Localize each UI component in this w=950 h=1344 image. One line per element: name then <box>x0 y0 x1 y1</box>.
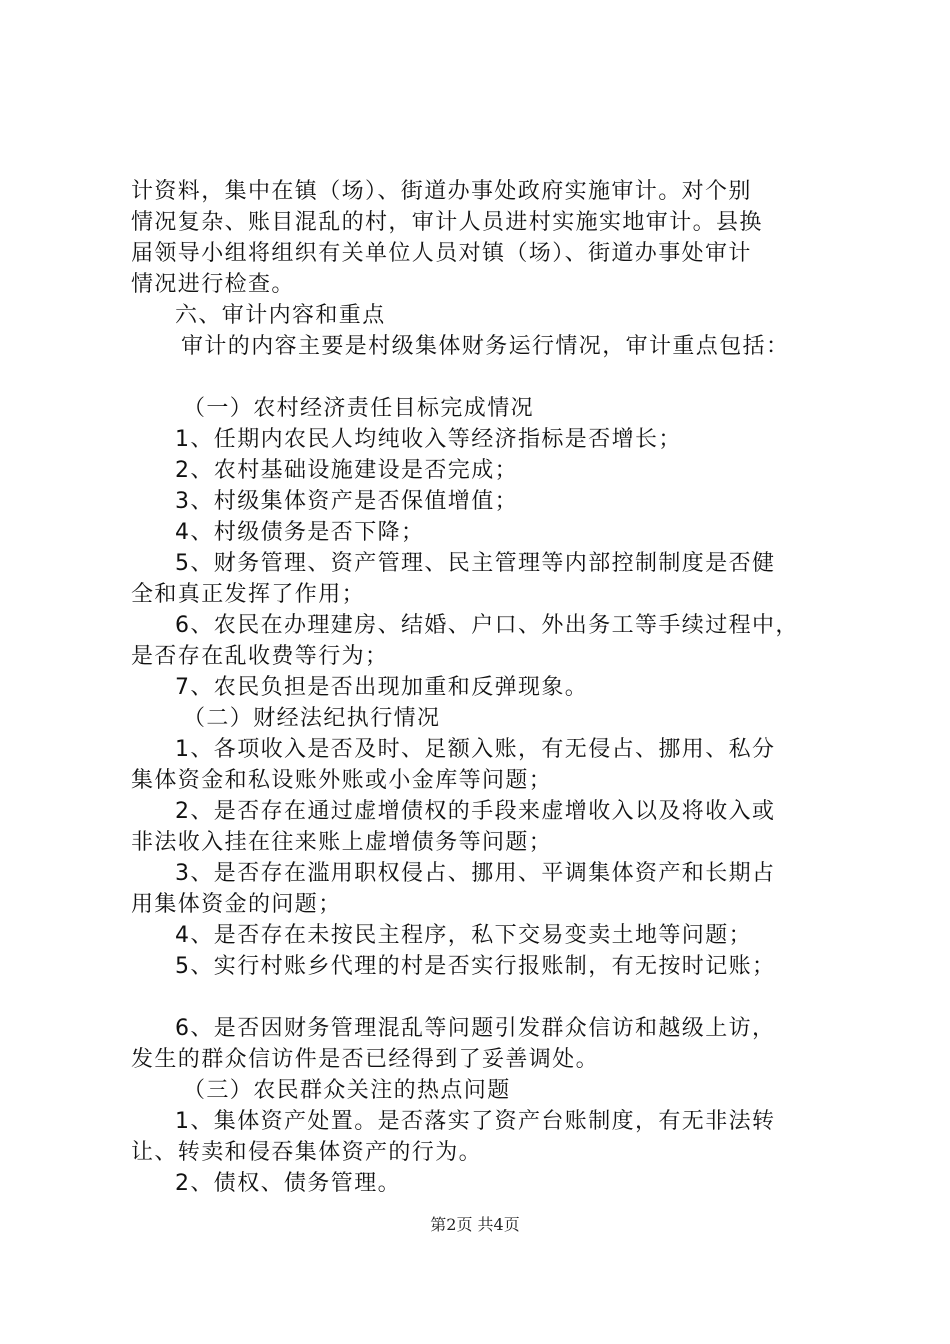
list-item: 5、实行村账乡代理的村是否实行报账制，有无按时记账； <box>175 954 776 979</box>
list-item: 6、农民在办理建房、结婚、户口、外出务工等手续过程中， <box>175 613 799 638</box>
blank-line <box>131 982 831 1013</box>
subsection-heading: （二）财经法纪执行情况 <box>183 706 441 731</box>
list-item: 4、村级债务是否下降； <box>175 520 425 545</box>
paragraph-line: 审计的内容主要是村级集体财务运行情况，审计重点包括： <box>181 334 790 359</box>
paragraph-line: 情况进行检查。 <box>131 272 295 297</box>
list-item: 7、农民负担是否出现加重和反弹现象。 <box>175 675 589 700</box>
list-item-continuation: 是否存在乱收费等行为； <box>131 644 389 669</box>
list-item-continuation: 集体资金和私设账外账或小金库等问题； <box>131 768 553 793</box>
list-item-continuation: 用集体资金的问题； <box>131 892 342 917</box>
paragraph-line: 情况复杂、账目混乱的村，审计人员进村实施实地审计。县换 <box>131 210 763 235</box>
list-item: 2、是否存在通过虚增债权的手段来虚增收入以及将收入或 <box>175 799 776 824</box>
list-item-continuation: 发生的群众信访件是否已经得到了妥善调处。 <box>131 1047 600 1072</box>
list-item: 2、农村基础设施建设是否完成； <box>175 458 518 483</box>
list-item: 1、各项收入是否及时、足额入账，有无侵占、挪用、私分 <box>175 737 776 762</box>
blank-line <box>131 362 831 393</box>
subsection-heading: （三）农民群众关注的热点问题 <box>183 1078 511 1103</box>
list-item-continuation: 让、转卖和侵吞集体资产的行为。 <box>131 1140 483 1165</box>
list-item: 3、村级集体资产是否保值增值； <box>175 489 518 514</box>
list-item: 6、是否因财务管理混乱等问题引发群众信访和越级上访， <box>175 1016 776 1041</box>
paragraph-line: 计资料，集中在镇（场）、街道办事处政府实施审计。对个别 <box>131 179 752 204</box>
list-item-continuation: 非法收入挂在往来账上虚增债务等问题； <box>131 830 553 855</box>
page-footer: 第2页 共4页 <box>430 1215 520 1234</box>
list-item-continuation: 全和真正发挥了作用； <box>131 582 366 607</box>
list-item: 1、集体资产处置。是否落实了资产台账制度，有无非法转 <box>175 1109 776 1134</box>
subsection-heading: （一）农村经济责任目标完成情况 <box>183 396 535 421</box>
list-item: 3、是否存在滥用职权侵占、挪用、平调集体资产和长期占 <box>175 861 776 886</box>
document-body <box>131 176 831 1199</box>
section-heading: 六、审计内容和重点 <box>175 303 386 328</box>
list-item: 2、债权、债务管理。 <box>175 1171 401 1196</box>
list-item: 4、是否存在未按民主程序，私下交易变卖土地等问题； <box>175 923 752 948</box>
paragraph-line: 届领导小组将组织有关单位人员对镇（场）、街道办事处审计 <box>131 241 752 266</box>
list-item: 1、任期内农民人均纯收入等经济指标是否增长； <box>175 427 682 452</box>
list-item: 5、财务管理、资产管理、民主管理等内部控制制度是否健 <box>175 551 776 576</box>
